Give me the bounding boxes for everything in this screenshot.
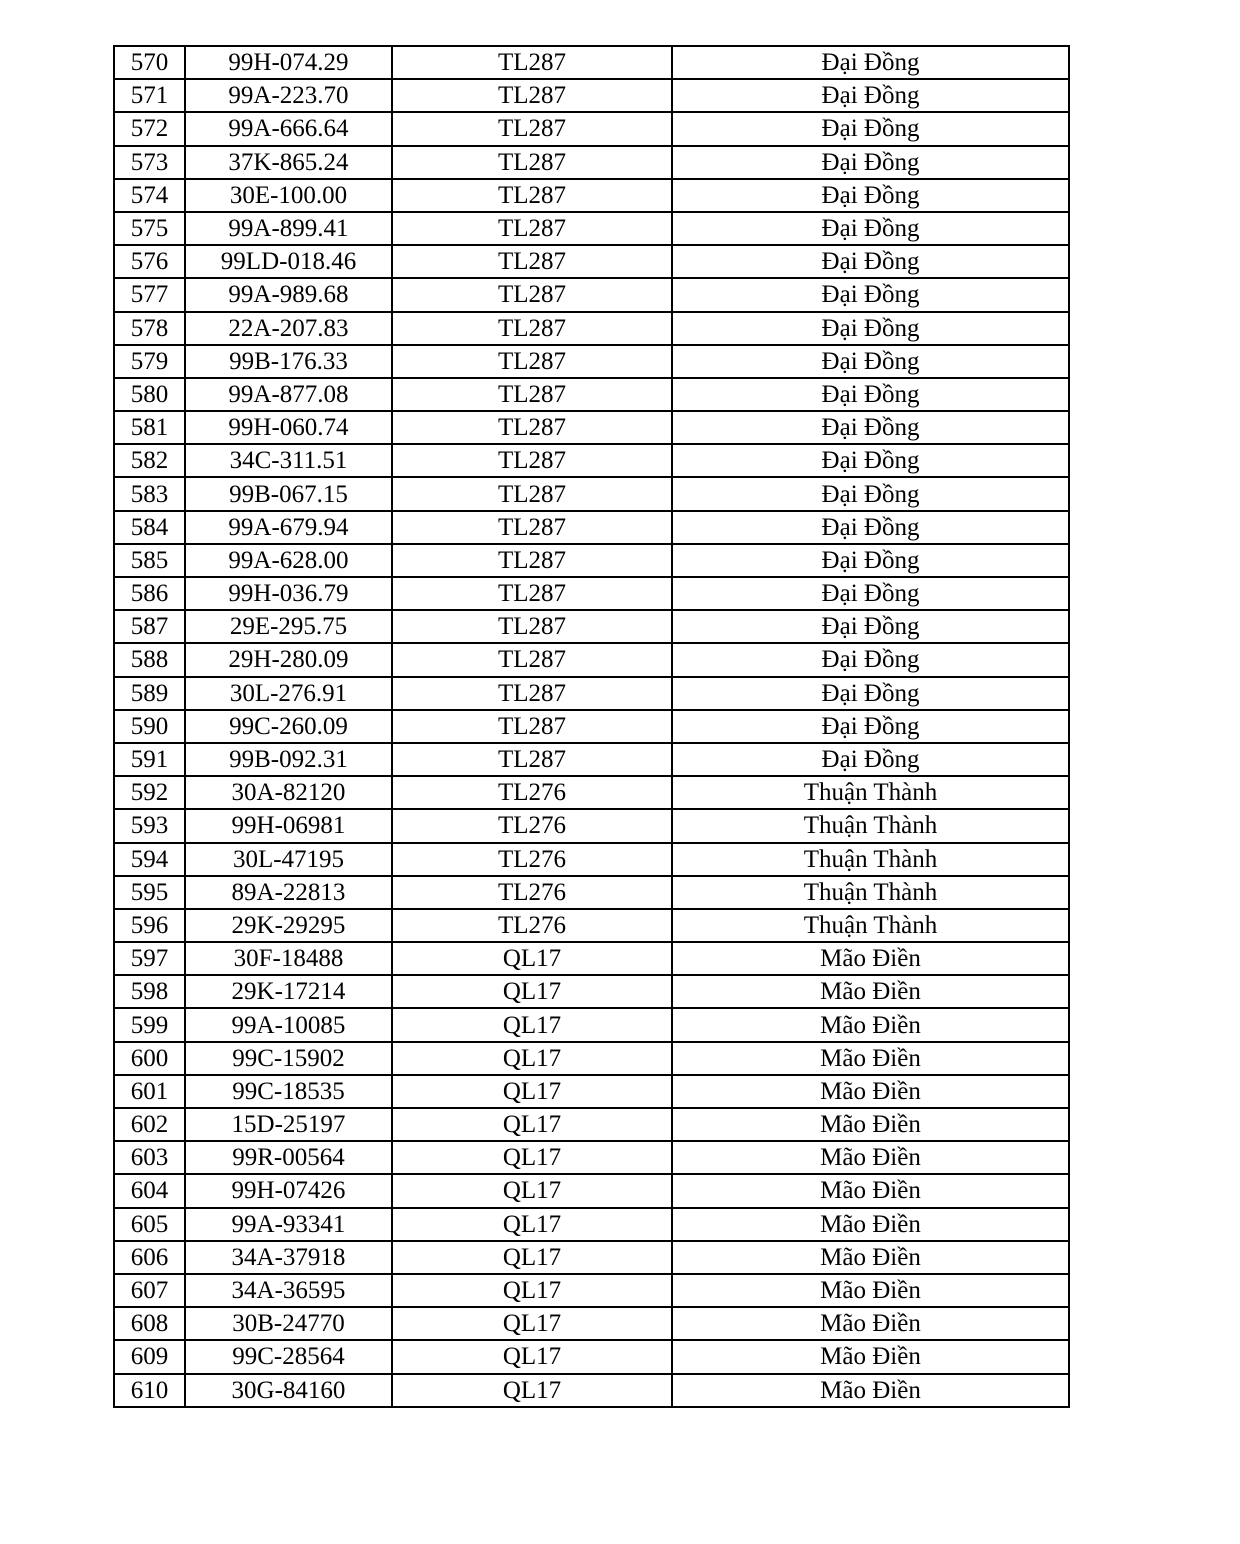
road-cell: TL287 — [392, 112, 672, 145]
road-cell: TL287 — [392, 278, 672, 311]
location-cell: Đại Đồng — [672, 245, 1069, 278]
location-cell: Mão Điền — [672, 1374, 1069, 1407]
location-cell: Đại Đồng — [672, 710, 1069, 743]
table-row — [114, 1208, 1069, 1241]
table-row — [114, 1042, 1069, 1075]
road-cell: TL287 — [392, 444, 672, 477]
table-row — [114, 1008, 1069, 1041]
row-number-cell: 600 — [114, 1042, 185, 1075]
location-cell: Đại Đồng — [672, 610, 1069, 643]
license-plate-cell: 99H-074.29 — [185, 46, 392, 79]
location-cell: Mão Điền — [672, 1307, 1069, 1340]
row-number-cell: 589 — [114, 677, 185, 710]
table-row — [114, 942, 1069, 975]
road-cell: TL287 — [392, 511, 672, 544]
road-cell: TL287 — [392, 577, 672, 610]
location-cell: Mão Điền — [672, 1042, 1069, 1075]
license-plate-cell: 30A-82120 — [185, 776, 392, 809]
license-plate-cell: 34A-36595 — [185, 1274, 392, 1307]
location-cell: Thuận Thành — [672, 876, 1069, 909]
license-plate-cell: 37K-865.24 — [185, 146, 392, 179]
row-number-cell: 608 — [114, 1307, 185, 1340]
table-row — [114, 843, 1069, 876]
row-number-cell: 599 — [114, 1008, 185, 1041]
row-number-cell: 588 — [114, 643, 185, 676]
row-number-cell: 590 — [114, 710, 185, 743]
location-cell: Đại Đồng — [672, 179, 1069, 212]
row-number-cell: 601 — [114, 1075, 185, 1108]
license-plate-cell: 99R-00564 — [185, 1141, 392, 1174]
road-cell: TL287 — [392, 477, 672, 510]
row-number-cell: 584 — [114, 511, 185, 544]
road-cell: TL287 — [392, 643, 672, 676]
location-cell: Thuận Thành — [672, 843, 1069, 876]
license-plate-cell: 99A-93341 — [185, 1208, 392, 1241]
location-cell: Đại Đồng — [672, 378, 1069, 411]
license-plate-cell: 99A-10085 — [185, 1008, 392, 1041]
road-cell: TL276 — [392, 809, 672, 842]
table-row — [114, 643, 1069, 676]
license-plate-cell: 30E-100.00 — [185, 179, 392, 212]
row-number-cell: 576 — [114, 245, 185, 278]
license-plate-cell: 99A-628.00 — [185, 544, 392, 577]
table-row — [114, 477, 1069, 510]
road-cell: QL17 — [392, 942, 672, 975]
row-number-cell: 571 — [114, 79, 185, 112]
road-cell: QL17 — [392, 1208, 672, 1241]
license-plate-cell: 99H-036.79 — [185, 577, 392, 610]
row-number-cell: 597 — [114, 942, 185, 975]
road-cell: QL17 — [392, 975, 672, 1008]
road-cell: TL287 — [392, 677, 672, 710]
road-cell: TL276 — [392, 876, 672, 909]
table-row — [114, 46, 1069, 79]
location-cell: Mão Điền — [672, 1141, 1069, 1174]
road-cell: TL287 — [392, 345, 672, 378]
location-cell: Mão Điền — [672, 1208, 1069, 1241]
table-row — [114, 909, 1069, 942]
road-cell: QL17 — [392, 1307, 672, 1340]
location-cell: Mão Điền — [672, 1340, 1069, 1373]
license-plate-cell: 99A-877.08 — [185, 378, 392, 411]
location-cell: Mão Điền — [672, 1108, 1069, 1141]
road-cell: QL17 — [392, 1241, 672, 1274]
row-number-cell: 593 — [114, 809, 185, 842]
license-plate-cell: 99A-223.70 — [185, 79, 392, 112]
road-cell: TL287 — [392, 146, 672, 179]
table-row — [114, 79, 1069, 112]
row-number-cell: 594 — [114, 843, 185, 876]
table-row — [114, 112, 1069, 145]
road-cell: TL287 — [392, 743, 672, 776]
license-plate-cell: 99B-176.33 — [185, 345, 392, 378]
location-cell: Đại Đồng — [672, 411, 1069, 444]
license-plate-cell: 22A-207.83 — [185, 312, 392, 345]
table-row — [114, 1340, 1069, 1373]
row-number-cell: 607 — [114, 1274, 185, 1307]
location-cell: Đại Đồng — [672, 643, 1069, 676]
table-row — [114, 776, 1069, 809]
table-row — [114, 179, 1069, 212]
road-cell: QL17 — [392, 1141, 672, 1174]
table-row — [114, 245, 1069, 278]
road-cell: TL287 — [392, 312, 672, 345]
location-cell: Đại Đồng — [672, 278, 1069, 311]
location-cell: Đại Đồng — [672, 544, 1069, 577]
road-cell: QL17 — [392, 1042, 672, 1075]
license-plate-cell: 99A-679.94 — [185, 511, 392, 544]
road-cell: TL287 — [392, 544, 672, 577]
license-plate-cell: 99B-067.15 — [185, 477, 392, 510]
table-row — [114, 1174, 1069, 1207]
row-number-cell: 605 — [114, 1208, 185, 1241]
location-cell: Đại Đồng — [672, 146, 1069, 179]
table-row — [114, 610, 1069, 643]
license-plate-cell: 99LD-018.46 — [185, 245, 392, 278]
table-row — [114, 1274, 1069, 1307]
road-cell: TL287 — [392, 610, 672, 643]
row-number-cell: 581 — [114, 411, 185, 444]
location-cell: Mão Điền — [672, 975, 1069, 1008]
license-plate-cell: 89A-22813 — [185, 876, 392, 909]
row-number-cell: 577 — [114, 278, 185, 311]
row-number-cell: 602 — [114, 1108, 185, 1141]
row-number-cell: 606 — [114, 1241, 185, 1274]
location-cell: Đại Đồng — [672, 511, 1069, 544]
row-number-cell: 585 — [114, 544, 185, 577]
row-number-cell: 603 — [114, 1141, 185, 1174]
row-number-cell: 574 — [114, 179, 185, 212]
table-row — [114, 809, 1069, 842]
license-plate-cell: 99C-18535 — [185, 1075, 392, 1108]
license-plate-cell: 99H-06981 — [185, 809, 392, 842]
table-row — [114, 278, 1069, 311]
location-cell: Đại Đồng — [672, 46, 1069, 79]
location-cell: Đại Đồng — [672, 743, 1069, 776]
table-row — [114, 876, 1069, 909]
road-cell: QL17 — [392, 1008, 672, 1041]
table-row — [114, 1241, 1069, 1274]
table-row — [114, 710, 1069, 743]
license-plate-cell: 30L-276.91 — [185, 677, 392, 710]
table-body — [114, 46, 1069, 1407]
row-number-cell: 575 — [114, 212, 185, 245]
road-cell: TL287 — [392, 411, 672, 444]
row-number-cell: 591 — [114, 743, 185, 776]
location-cell: Đại Đồng — [672, 212, 1069, 245]
location-cell: Mão Điền — [672, 1075, 1069, 1108]
table-row — [114, 444, 1069, 477]
location-cell: Đại Đồng — [672, 345, 1069, 378]
location-cell: Đại Đồng — [672, 112, 1069, 145]
row-number-cell: 572 — [114, 112, 185, 145]
license-plate-cell: 30L-47195 — [185, 843, 392, 876]
license-plate-cell: 29K-17214 — [185, 975, 392, 1008]
license-plate-cell: 99H-07426 — [185, 1174, 392, 1207]
license-plate-cell: 15D-25197 — [185, 1108, 392, 1141]
violations-table — [113, 45, 1070, 1408]
table-row — [114, 1141, 1069, 1174]
road-cell: QL17 — [392, 1108, 672, 1141]
table-row — [114, 577, 1069, 610]
license-plate-cell: 29H-280.09 — [185, 643, 392, 676]
road-cell: TL287 — [392, 46, 672, 79]
license-plate-cell: 29E-295.75 — [185, 610, 392, 643]
row-number-cell: 582 — [114, 444, 185, 477]
location-cell: Thuận Thành — [672, 809, 1069, 842]
license-plate-cell: 30F-18488 — [185, 942, 392, 975]
road-cell: TL276 — [392, 843, 672, 876]
row-number-cell: 579 — [114, 345, 185, 378]
row-number-cell: 592 — [114, 776, 185, 809]
license-plate-cell: 99A-989.68 — [185, 278, 392, 311]
table-row — [114, 1108, 1069, 1141]
license-plate-cell: 99C-15902 — [185, 1042, 392, 1075]
row-number-cell: 583 — [114, 477, 185, 510]
license-plate-cell: 29K-29295 — [185, 909, 392, 942]
road-cell: TL276 — [392, 776, 672, 809]
location-cell: Mão Điền — [672, 1274, 1069, 1307]
table-row — [114, 312, 1069, 345]
road-cell: TL287 — [392, 245, 672, 278]
table-row — [114, 544, 1069, 577]
road-cell: QL17 — [392, 1274, 672, 1307]
license-plate-cell: 99B-092.31 — [185, 743, 392, 776]
row-number-cell: 596 — [114, 909, 185, 942]
row-number-cell: 610 — [114, 1374, 185, 1407]
license-plate-cell: 99A-899.41 — [185, 212, 392, 245]
location-cell: Thuận Thành — [672, 909, 1069, 942]
row-number-cell: 586 — [114, 577, 185, 610]
table-row — [114, 212, 1069, 245]
table-row — [114, 1075, 1069, 1108]
row-number-cell: 573 — [114, 146, 185, 179]
road-cell: TL287 — [392, 79, 672, 112]
row-number-cell: 587 — [114, 610, 185, 643]
table-row — [114, 1374, 1069, 1407]
location-cell: Đại Đồng — [672, 577, 1069, 610]
row-number-cell: 578 — [114, 312, 185, 345]
table-row — [114, 146, 1069, 179]
location-cell: Đại Đồng — [672, 444, 1069, 477]
location-cell: Đại Đồng — [672, 677, 1069, 710]
location-cell: Mão Điền — [672, 1174, 1069, 1207]
location-cell: Thuận Thành — [672, 776, 1069, 809]
license-plate-cell: 99A-666.64 — [185, 112, 392, 145]
row-number-cell: 604 — [114, 1174, 185, 1207]
road-cell: TL287 — [392, 378, 672, 411]
row-number-cell: 570 — [114, 46, 185, 79]
road-cell: TL276 — [392, 909, 672, 942]
location-cell: Đại Đồng — [672, 312, 1069, 345]
license-plate-cell: 30G-84160 — [185, 1374, 392, 1407]
table-row — [114, 345, 1069, 378]
row-number-cell: 598 — [114, 975, 185, 1008]
table-row — [114, 743, 1069, 776]
location-cell: Đại Đồng — [672, 79, 1069, 112]
location-cell: Mão Điền — [672, 942, 1069, 975]
road-cell: QL17 — [392, 1374, 672, 1407]
location-cell: Mão Điền — [672, 1241, 1069, 1274]
license-plate-cell: 30B-24770 — [185, 1307, 392, 1340]
road-cell: QL17 — [392, 1340, 672, 1373]
table-row — [114, 677, 1069, 710]
location-cell: Mão Điền — [672, 1008, 1069, 1041]
table-row — [114, 378, 1069, 411]
table-row — [114, 1307, 1069, 1340]
road-cell: TL287 — [392, 212, 672, 245]
table-row — [114, 511, 1069, 544]
row-number-cell: 580 — [114, 378, 185, 411]
table-row — [114, 975, 1069, 1008]
row-number-cell: 595 — [114, 876, 185, 909]
license-plate-cell: 99H-060.74 — [185, 411, 392, 444]
road-cell: QL17 — [392, 1075, 672, 1108]
license-plate-cell: 34A-37918 — [185, 1241, 392, 1274]
road-cell: TL287 — [392, 710, 672, 743]
table-row — [114, 411, 1069, 444]
license-plate-cell: 34C-311.51 — [185, 444, 392, 477]
location-cell: Đại Đồng — [672, 477, 1069, 510]
road-cell: TL287 — [392, 179, 672, 212]
license-plate-cell: 99C-28564 — [185, 1340, 392, 1373]
license-plate-cell: 99C-260.09 — [185, 710, 392, 743]
row-number-cell: 609 — [114, 1340, 185, 1373]
road-cell: QL17 — [392, 1174, 672, 1207]
